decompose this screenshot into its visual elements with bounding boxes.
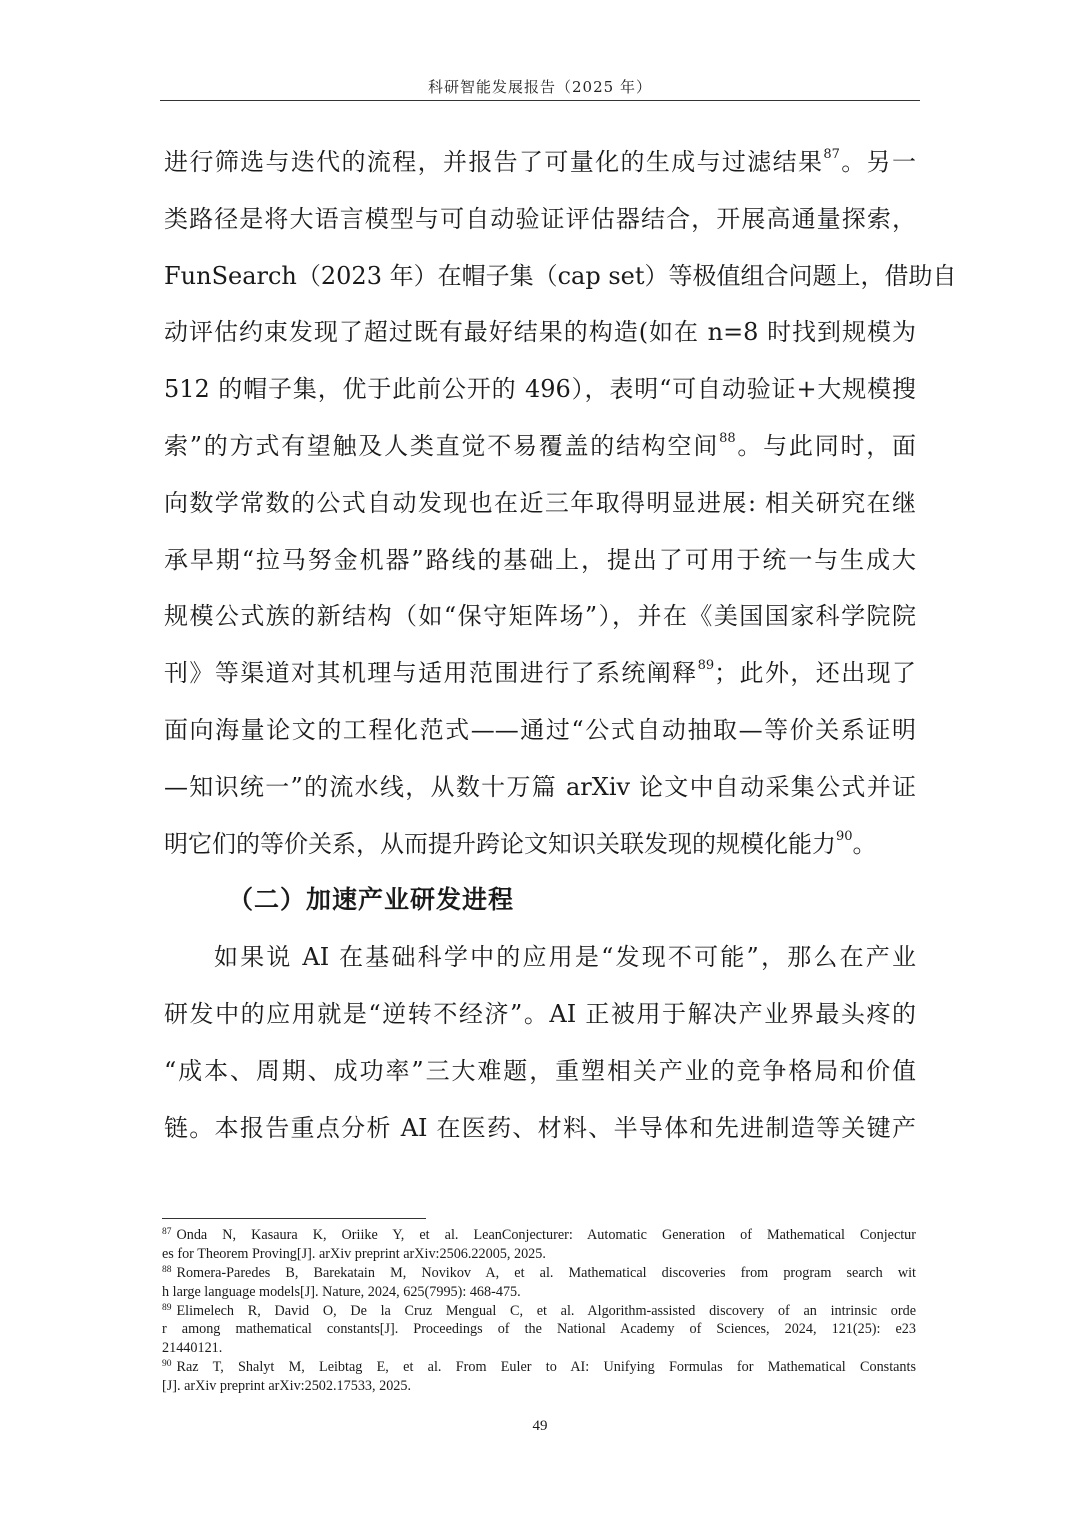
running-header: 科研智能发展报告（2025 年）: [428, 78, 652, 96]
text-line: 研发中的应用就是“逆转不经济”。AI 正被用于解决产业界最头疼的: [164, 999, 916, 1028]
footnote-line: $^{87}$ Onda N, Kasaura K, Oriike Y, et al. LeanConjecturer: Automatic Generation of Mathematical Conjectur: [162, 1227, 916, 1243]
footnote-line: 21440121.: [162, 1340, 223, 1357]
footnote-number: 87: [162, 1227, 172, 1237]
text-line: 512 的帽子集，优于此前公开的 496），表明“可自动验证+大规模搜: [164, 375, 916, 404]
footnote-line: $^{90}$ Raz T, Shalyt M, Leibtag E, et al. From Euler to AI: Unifying Formulas for Mathematical Constants: [162, 1359, 916, 1376]
text-line: 索”的方式有望触及人类直觉不易覆盖的结构空间$^{88}$。与此同时，面: [164, 430, 916, 460]
footnote-line: h large language models[J]. Nature, 2024, 625(7995): 468-475.: [162, 1283, 521, 1300]
text-line: 承早期“拉马努金机器”路线的基础上，提出了可用于统一与生成大: [164, 545, 916, 574]
text-line: 链。本报告重点分析 AI 在医药、材料、半导体和先进制造等关键产: [164, 1113, 916, 1142]
text-line: “成本、周期、成功率”三大难题，重塑相关产业的竞争格局和价值: [164, 1056, 916, 1085]
footnote-line: r among mathematical constants[J]. Proceedings of the National Academy of Sciences, 2024, 121(25): e23: [162, 1321, 916, 1338]
page-number: 49: [532, 1418, 548, 1434]
main-text: [164, 134, 957, 1156]
paragraph-1: [164, 134, 957, 872]
paragraph-2: [164, 929, 916, 1156]
text-line: —知识统一”的流水线，从数十万篇 arXiv 论文中自动采集公式并证: [164, 772, 916, 801]
text-line: 明它们的等价关系，从而提升跨论文知识关联发现的规模化能力$^{90}$。: [164, 828, 877, 858]
text-line: 如果说 AI 在基础科学中的应用是“发现不可能”，那么在产业: [214, 943, 916, 972]
text-line: 面向海量论文的工程化范式——通过“公式自动抽取—等价关系证明: [164, 715, 916, 744]
footnote-ref-89[interactable]: 89: [697, 658, 715, 674]
text-line: 进行筛选与迭代的流程，并报告了可量化的生成与过滤结果$^{87}$。另一: [164, 147, 917, 176]
footnote-line: $^{88}$ Romera-Paredes B, Barekatain M, Novikov A, et al. Mathematical discoveries from program search wit: [162, 1264, 916, 1281]
footnote-number: 90: [162, 1359, 172, 1370]
text-line: FunSearch（2023 年）在帽子集（cap set）等极值组合问题上，借助自: [164, 261, 957, 290]
text-line: 向数学常数的公式自动发现也在近三年取得明显进展: 相关研究在继: [164, 488, 916, 517]
footnotes: [162, 1226, 916, 1396]
footnote-90: [162, 1358, 916, 1396]
footnote-number: 88: [162, 1264, 172, 1275]
footnote-divider: [162, 1218, 426, 1219]
text-line: 刊》等渠道对其机理与适用范围进行了系统阐释$^{89}$；此外，还出现了: [164, 658, 917, 688]
text-line: 动评估约束发现了超过既有最好结果的构造(如在 n=8 时找到规模为: [164, 318, 916, 347]
footnote-87: [162, 1226, 916, 1264]
footnote-ref-90[interactable]: 90: [836, 828, 853, 844]
footnote-line: es for Theorem Proving[J]. arXiv preprint arXiv:2506.22005, 2025.: [162, 1245, 546, 1262]
header-divider: [160, 100, 920, 101]
footnote-89: [162, 1302, 916, 1359]
footnote-ref-87[interactable]: 87: [823, 147, 840, 162]
section-heading: （二）加速产业研发进程: [228, 885, 515, 915]
footnote-number: 89: [162, 1302, 172, 1313]
text-line: 类路径是将大语言模型与可自动验证评估器结合，开展高通量探索，: [164, 204, 916, 233]
footnote-line: $^{89}$ Elimelech R, David O, De la Cruz Mengual C, et al. Algorithm-assisted discovery of an intrinsic orde: [162, 1302, 916, 1319]
footnote-line: [J]. arXiv preprint arXiv:2502.17533, 2025.: [162, 1378, 412, 1395]
footnote-88: [162, 1264, 916, 1302]
footnote-ref-88[interactable]: 88: [719, 430, 736, 446]
text-line: 规模公式族的新结构（如“保守矩阵场”），并在《美国国家科学院院: [164, 602, 916, 631]
